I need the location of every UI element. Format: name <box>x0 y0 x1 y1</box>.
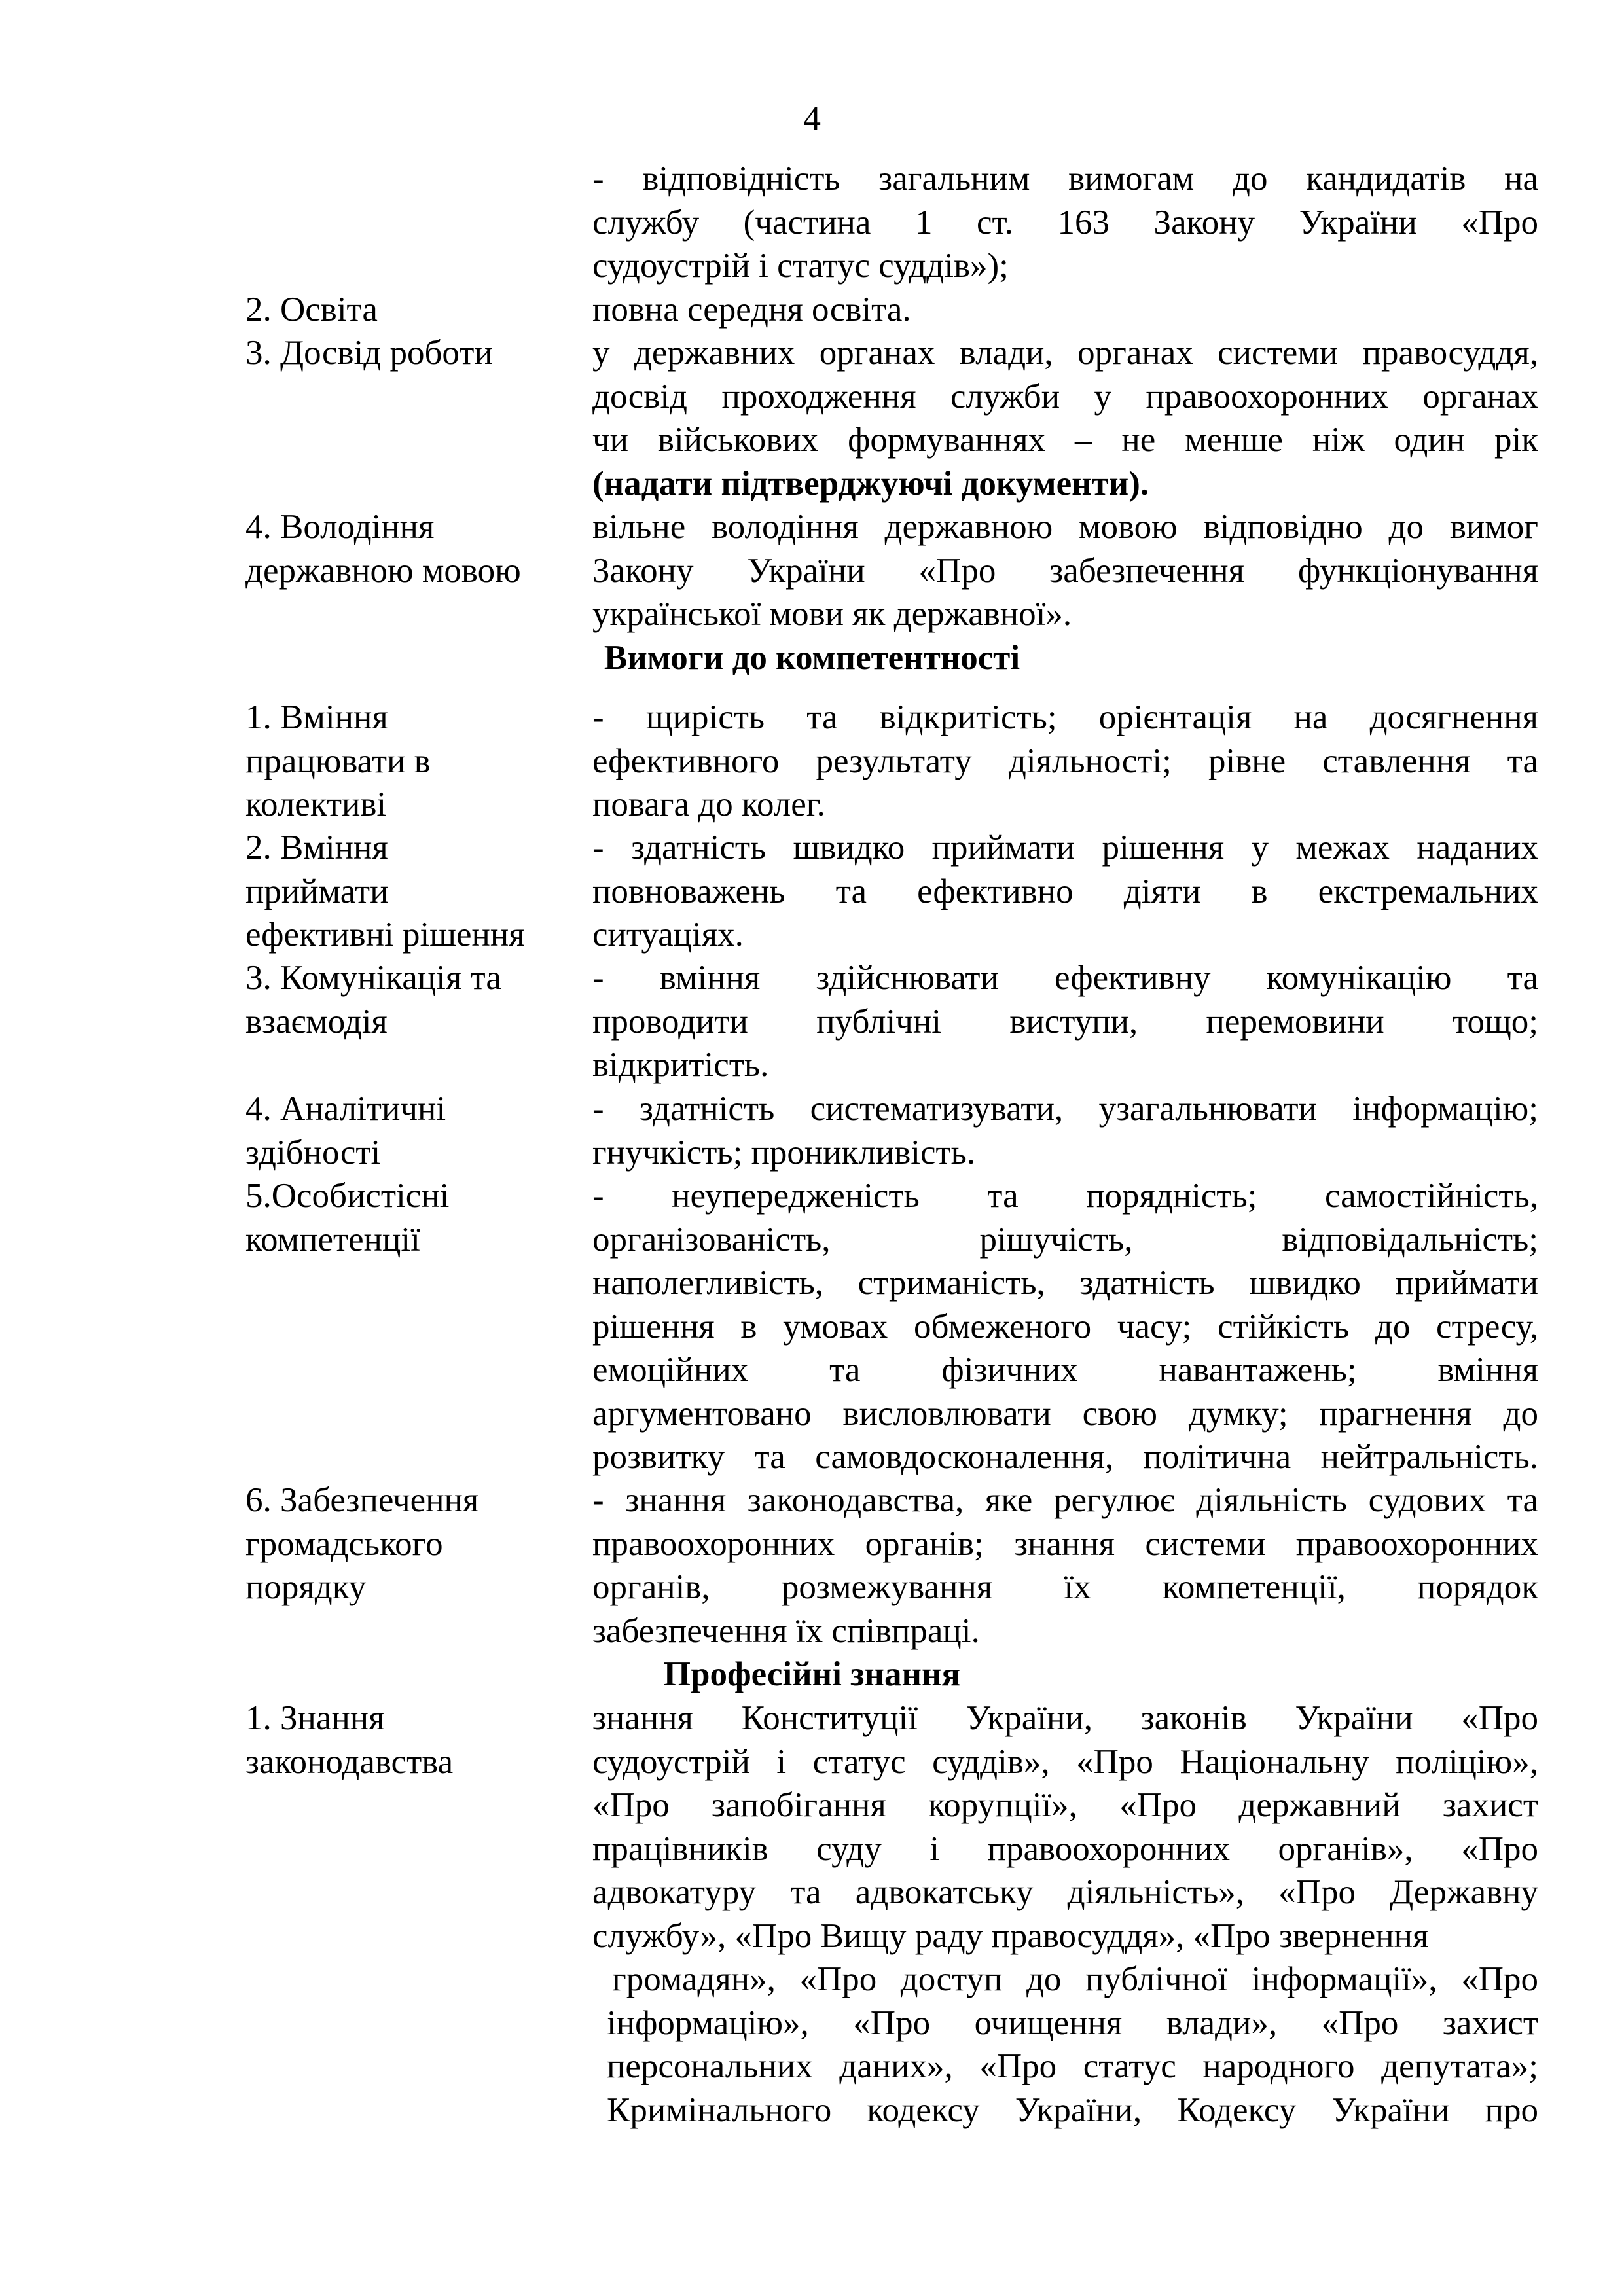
competence-label <box>245 1174 560 1261</box>
text-line: наполегливість, стриманість, здатність швидко приймати <box>592 1264 1538 1302</box>
text-line: - здатність систематизувати, узагальнювати інформацію; <box>592 1090 1538 1128</box>
text-line: вільне володіння державною мовою відповідно до вимог <box>592 508 1538 546</box>
label-line: здібності <box>245 1133 381 1172</box>
requirement-label <box>245 505 560 592</box>
text-line: організованість, рішучість, відповідальність; <box>592 1220 1538 1259</box>
page-number: 4 <box>803 99 821 138</box>
label-line: 4. Аналітичні <box>245 1090 446 1128</box>
label-line: 2. Освіта <box>245 291 378 329</box>
label-line: 3. Комунікація та <box>245 959 501 997</box>
text-line: розвитку та самовдосконалення, політична нейтральність. <box>592 1438 1538 1476</box>
text-line: ситуаціях. <box>592 916 744 954</box>
text-line: повноважень та ефективно діяти в екстремальних <box>592 872 1538 910</box>
competence-text <box>592 826 1538 957</box>
requirement-text <box>592 505 1538 636</box>
competence-label <box>245 1479 560 1609</box>
text-line: - вміння здійснювати ефективну комунікацію та <box>592 959 1538 997</box>
label-line: 2. Вміння <box>245 829 388 867</box>
text-line: рішення в умовах обмеженого часу; стійкість до стресу, <box>592 1307 1538 1346</box>
text-line: повна середня освіта. <box>592 291 911 329</box>
competence-text <box>592 1087 1538 1174</box>
text-line: службу», «Про Вищу раду правосуддя», «Про звернення <box>592 1916 1429 1955</box>
text-line: судоустрій і статус суддів»); <box>592 247 1009 285</box>
requirement-label <box>245 331 560 375</box>
text-line: персональних даних», «Про статус народного депутата»; <box>607 2047 1538 2085</box>
requirement-text <box>592 288 1538 332</box>
text-line: - знання законодавства, яке регулює діяльність судових та <box>592 1481 1538 1519</box>
text-line: чи військових формуваннях – не менше ніж один рік <box>592 421 1538 459</box>
text-line: забезпечення їх співпраці. <box>592 1611 980 1650</box>
text-line: - щирість та відкритість; орієнтація на досягнення <box>592 698 1538 736</box>
text-line: працівників суду і правоохоронних органів», «Про <box>592 1829 1538 1868</box>
text-line: української мови як державної». <box>592 595 1072 633</box>
label-line: 1. Знання <box>245 1699 385 1737</box>
label-line: законодавства <box>245 1742 454 1781</box>
label-line: 1. Вміння <box>245 698 388 736</box>
label-line: 4. Володіння <box>245 508 435 546</box>
text-line: органів, розмежування їх компетенції, порядок <box>592 1568 1538 1606</box>
label-line: порядку <box>245 1568 367 1606</box>
text-line: аргументовано висловлювати свою думку; прагнення до <box>592 1394 1538 1433</box>
text-line: - відповідність загальним вимогам до кандидатів на <box>592 160 1538 198</box>
competence-text <box>592 1174 1538 1479</box>
requirement-label <box>245 288 560 332</box>
text-line: проводити публічні виступи, перемовини тощо; <box>592 1002 1538 1041</box>
text-line: Кримінального кодексу України, Кодексу України про <box>607 2090 1538 2129</box>
section-heading-knowledge: Професійні знання <box>663 1655 961 1693</box>
text-line: знання Конституції України, законів України «Про <box>592 1699 1538 1737</box>
text-line: «Про запобігання корупції», «Про державний захист <box>592 1786 1538 1824</box>
competence-text <box>592 1479 1538 1653</box>
text-line: адвокатуру та адвокатську діяльність», «Про Державну <box>592 1873 1538 1911</box>
requirement-text <box>592 331 1538 505</box>
label-line: компетенції <box>245 1220 420 1259</box>
knowledge-text <box>592 1696 1538 2132</box>
text-line: - неупередженість та порядність; самостійність, <box>592 1177 1538 1215</box>
text-line: - здатність швидко приймати рішення у межах наданих <box>592 829 1538 867</box>
text-line-bold-note: (надати підтверджуючі документи). <box>592 464 1149 503</box>
text-line: гнучкість; проникливість. <box>592 1133 976 1172</box>
label-line: взаємодія <box>245 1002 388 1041</box>
competence-text <box>592 956 1538 1087</box>
text-line: повага до колег. <box>592 785 825 823</box>
section-heading-competence: Вимоги до компетентності <box>604 639 1020 677</box>
text-line: відкритість. <box>592 1046 769 1084</box>
text-line: судоустрій і статус суддів», «Про Національну поліцію», <box>592 1742 1538 1781</box>
label-line: 6. Забезпечення <box>245 1481 479 1519</box>
text-line: громадян», «Про доступ до публічної інформації», «Про <box>612 1960 1538 1998</box>
text-line: правоохоронних органів; знання системи правоохоронних <box>592 1524 1538 1563</box>
label-line: колективі <box>245 785 387 823</box>
competence-text <box>592 696 1538 827</box>
label-line: державною мовою <box>245 551 521 590</box>
label-line: 3. Досвід роботи <box>245 334 493 372</box>
text-line: досвід проходження служби у правоохоронних органах <box>592 377 1538 416</box>
knowledge-label <box>245 1696 560 1784</box>
competence-label <box>245 956 560 1043</box>
competence-label <box>245 696 560 827</box>
competence-label <box>245 826 560 957</box>
label-line: 5.Особистісні <box>245 1177 450 1215</box>
text-line: емоційних та фізичних навантажень; вміння <box>592 1351 1538 1389</box>
requirement-text <box>592 157 1538 288</box>
label-line: працювати в <box>245 742 431 780</box>
label-line: приймати <box>245 872 389 910</box>
text-line: інформацію», «Про очищення влади», «Про захист <box>607 2003 1538 2042</box>
text-line: Закону України «Про забезпечення функціонування <box>592 551 1538 590</box>
competence-label <box>245 1087 560 1174</box>
text-line: у державних органах влади, органах системи правосуддя, <box>592 334 1538 372</box>
label-line: ефективні рішення <box>245 916 525 954</box>
text-line: службу (частина 1 ст. 163 Закону України «Про <box>592 203 1538 242</box>
text-line: ефективного результату діяльності; рівне ставлення та <box>592 742 1538 780</box>
label-line: громадського <box>245 1524 443 1563</box>
